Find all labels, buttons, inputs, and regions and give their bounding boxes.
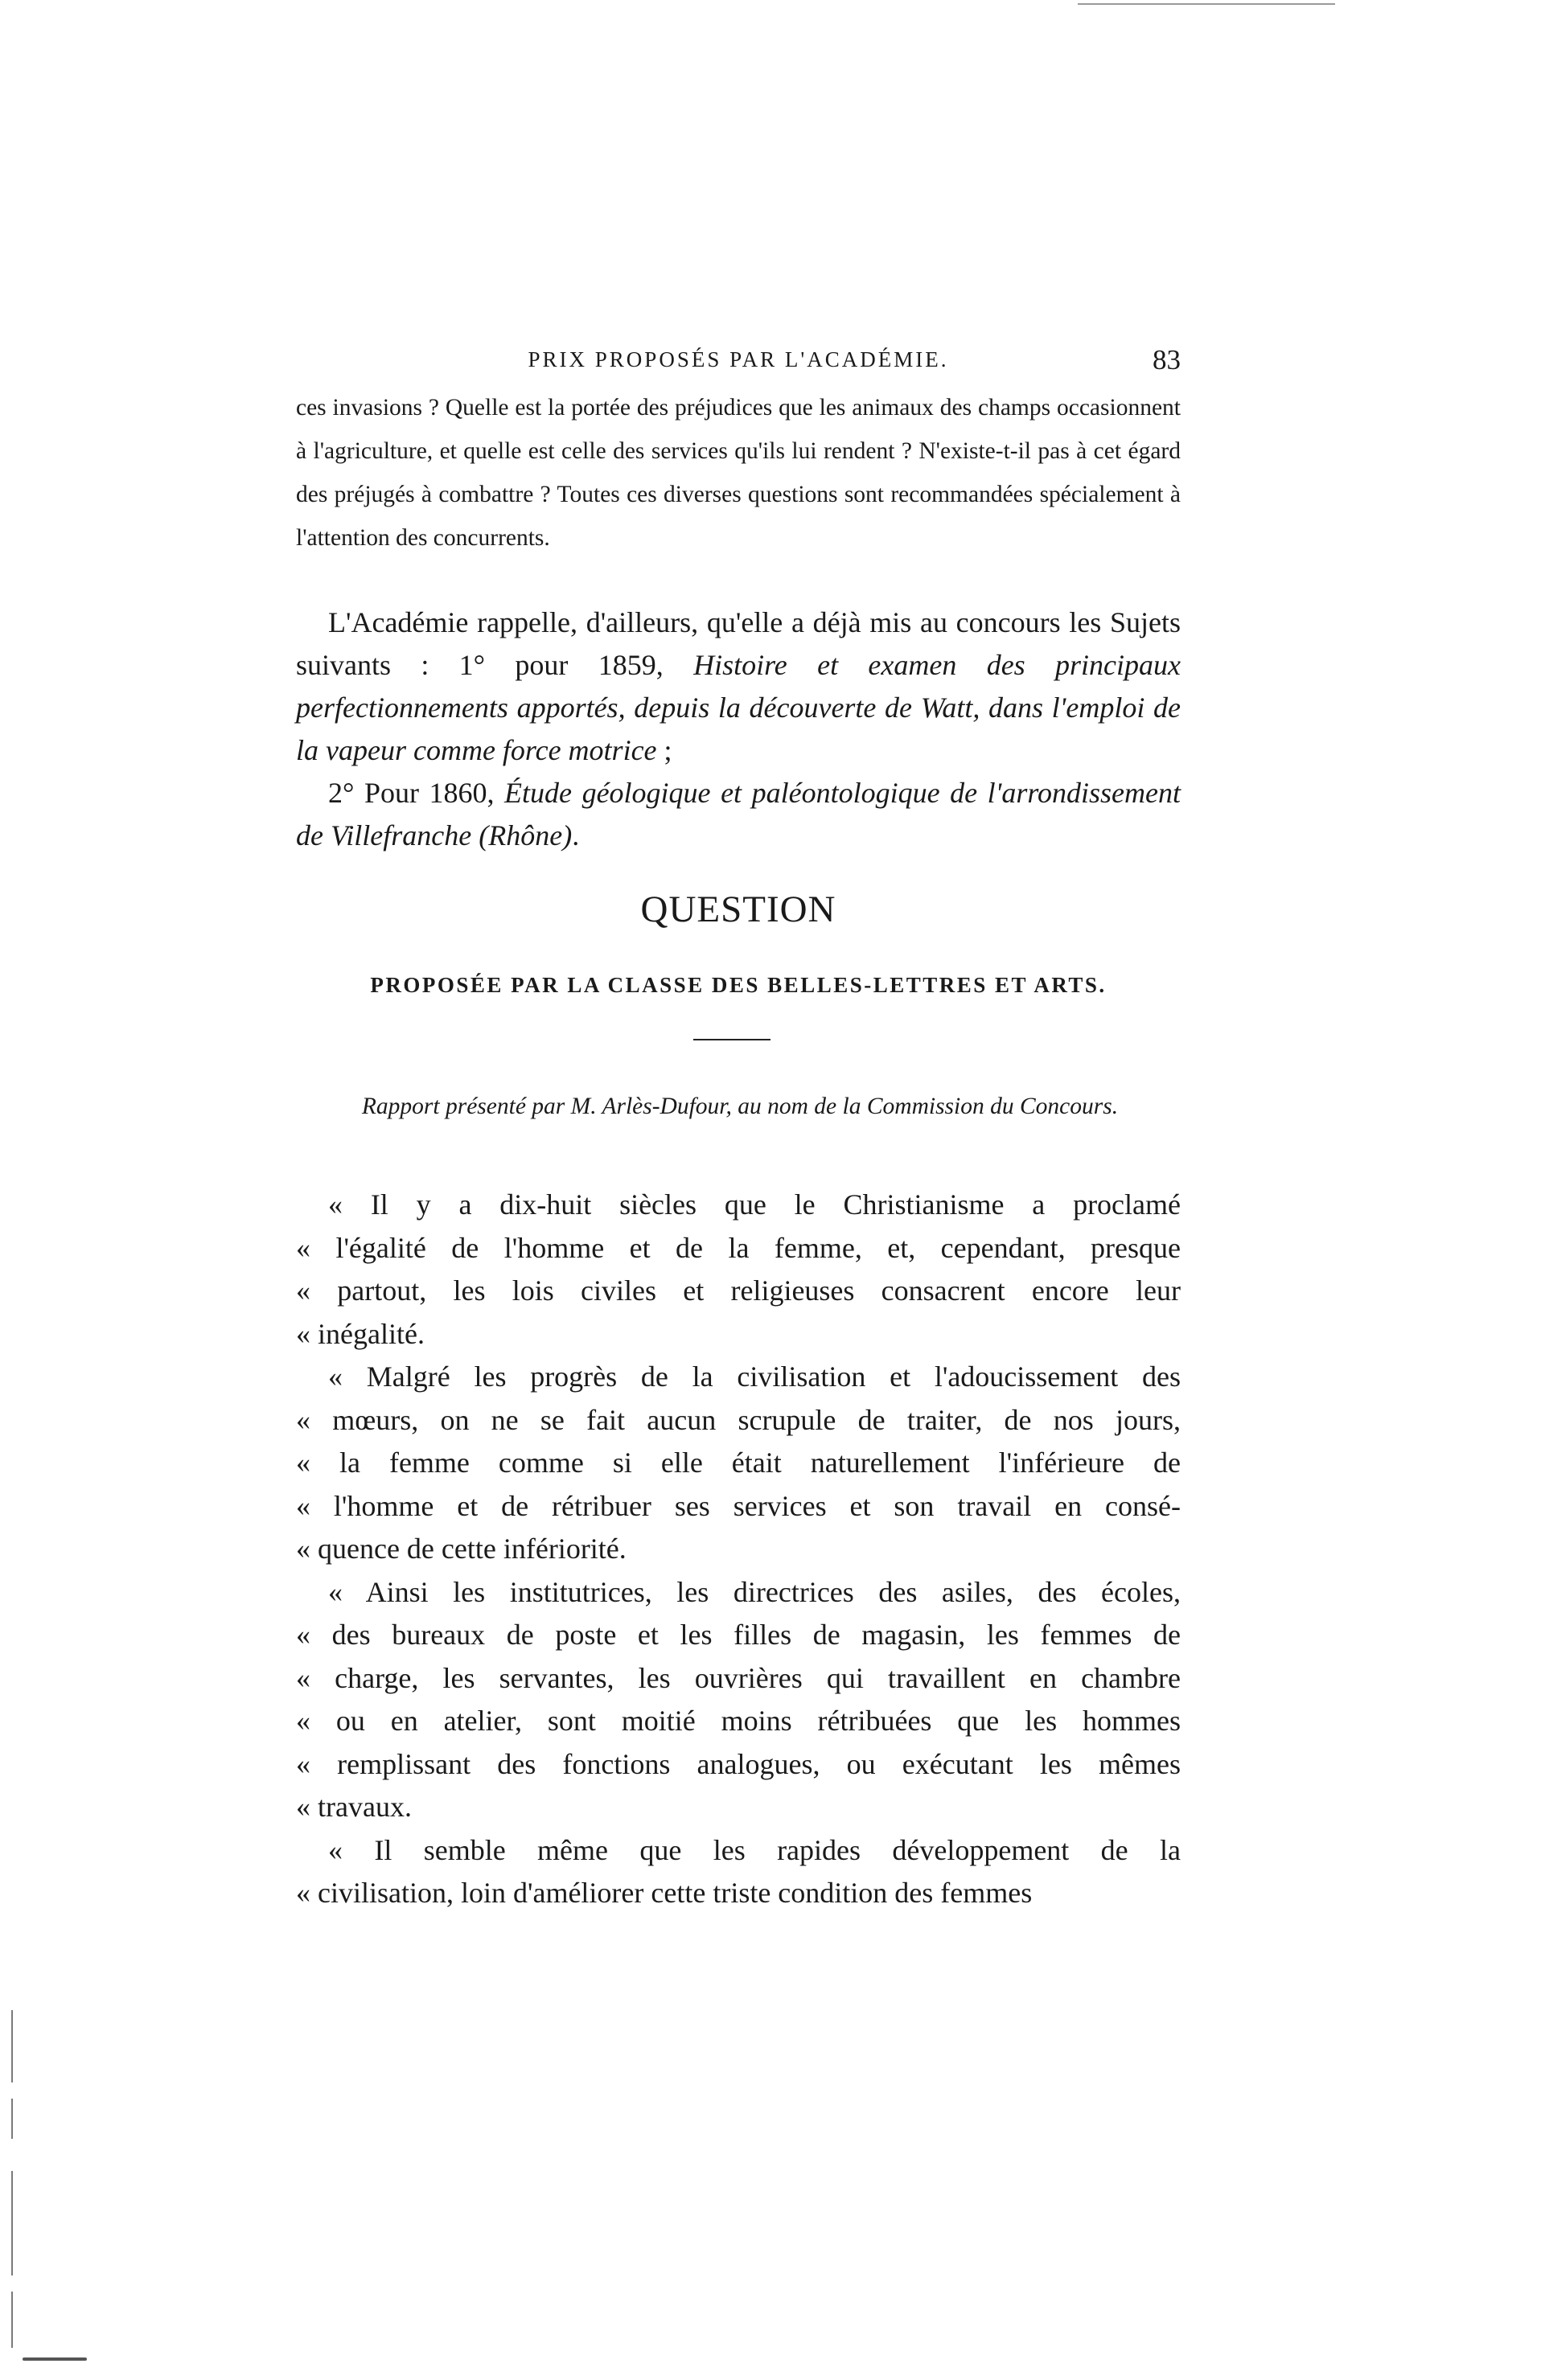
report-credit bbox=[322, 1085, 1158, 1127]
report-prefix: Rapport présenté par M. bbox=[361, 1094, 602, 1119]
quote-line: « Ainsi les institutrices, les directrices des asiles, des écoles, bbox=[328, 1575, 1181, 1608]
quote-line: « remplissant des fonctions analogues, ou exécutant les mêmes bbox=[296, 1747, 1181, 1780]
margin-scan-mark bbox=[11, 2171, 13, 2275]
scan-edge-line bbox=[1078, 3, 1335, 5]
section-title: QUESTION bbox=[640, 888, 836, 930]
quote-line: « Malgré les progrès de la civilisation et l'adoucissement des bbox=[328, 1360, 1181, 1393]
quote-line: « quence de cette infériorité. bbox=[296, 1533, 627, 1565]
second-subject-end: . bbox=[572, 819, 580, 851]
quote-line: « des bureaux de poste et les filles de magasin, les femmes de bbox=[296, 1619, 1181, 1651]
quote-line: « Il y a dix-huit siècles que le Christianisme a proclamé bbox=[328, 1188, 1181, 1221]
recall-text-end: ; bbox=[656, 734, 672, 766]
quote-line: « l'homme et de rétribuer ses services et son travail en consé- bbox=[296, 1489, 1181, 1522]
margin-scan-mark bbox=[11, 2292, 13, 2348]
quote-line: « civilisation, loin d'améliorer cette triste condition des femmes bbox=[296, 1877, 1033, 1909]
quote-line: « mœurs, on ne se fait aucun scrupule de traiter, de nos jours, bbox=[296, 1403, 1181, 1436]
quote-line: « la femme comme si elle était naturellement l'inférieure de bbox=[296, 1446, 1181, 1479]
quote-line: « inégalité. bbox=[296, 1317, 425, 1350]
recall-title-watt: Histoire et examen des principaux perfectionnements apportés, depuis la découverte de Watt, dans l'emploi de la vapeur comme force motrice bbox=[296, 649, 1181, 766]
section-divider bbox=[693, 1039, 770, 1040]
report-suffix: , au nom de la Commission du Concours. bbox=[725, 1094, 1119, 1119]
intro-text: ces invasions ? Quelle est la portée des préjudices que les animaux des champs occasionnent à l'agriculture, et quelle est celle des services qu'ils lui rendent ? N'existe-t-il pas à cet égard des préjugés à combattre ? Toutes ces diverses questions sont recommandées spécialement à l'attention des concurrents. bbox=[296, 395, 1181, 551]
page-number: 83 bbox=[1153, 344, 1181, 375]
margin-scan-mark bbox=[11, 2099, 13, 2139]
recall-text-start: L'Académie rappelle, d'ailleurs, qu'elle a déjà mis au concours les Sujets suivants : 1° pour 1859, bbox=[296, 606, 1181, 681]
second-subject-paragraph bbox=[296, 772, 1181, 857]
quote-line: « charge, les servantes, les ouvrières qui travaillent en chambre bbox=[296, 1661, 1181, 1694]
quote-line: « Il semble même que les rapides développement de la bbox=[328, 1833, 1181, 1866]
scan-smudge bbox=[23, 2357, 87, 2361]
section-subtitle: PROPOSÉE PAR LA CLASSE DES BELLES-LETTRES ET ARTS. bbox=[370, 973, 1107, 997]
report-author: Arlès-Dufour bbox=[602, 1094, 726, 1119]
second-subject-start: 2° Pour 1860, bbox=[328, 777, 505, 809]
quote-line: « ou en atelier, sont moitié moins rétribuées que les hommes bbox=[296, 1705, 1181, 1737]
quote-line: « l'égalité de l'homme et de la femme, et, cependant, presque bbox=[296, 1231, 1181, 1264]
quoted-report bbox=[296, 1184, 1181, 1915]
margin-scan-mark bbox=[11, 2010, 13, 2082]
running-title: PRIX PROPOSÉS PAR L'ACADÉMIE. bbox=[528, 347, 949, 371]
page-header bbox=[296, 344, 1181, 384]
intro-paragraph bbox=[296, 386, 1181, 560]
second-subject-title: Étude géologique et paléontologique de l'arrondissement de Villefranche (Rhône) bbox=[296, 777, 1181, 851]
quote-line: « partout, les lois civiles et religieuses consacrent encore leur bbox=[296, 1274, 1181, 1307]
recall-paragraph bbox=[296, 601, 1181, 772]
quote-line: « travaux. bbox=[296, 1791, 412, 1823]
